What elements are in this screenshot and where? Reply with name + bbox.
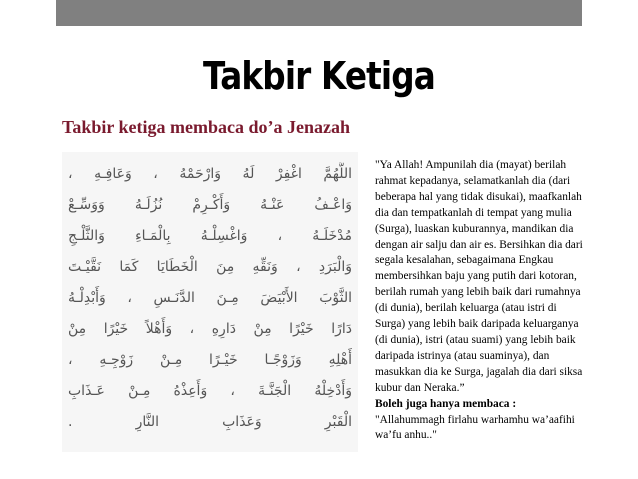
arabic-line: وَاعْـفُ عَنْـهُ وَأَكْـرِمْ نُزُلَـهُ وَوَسِّـعْ (68, 197, 352, 213)
translation-line: beberapa hal yang tidak disukai), maafkanlah (375, 190, 582, 203)
translation-line: (di dunia), berilah keluarga (atau istri di (375, 302, 557, 315)
translation-line: rahmat kepadanya, selamatkanlah dia (dari (375, 174, 571, 187)
arabic-line: دَارًا خَيْرًا مِنْ دَارِهِ ، وَأَهْلاً خَيْرًا مِنْ (68, 321, 352, 337)
arabic-line: أَهْلِهِ وَزَوْجًـا خَيْـرًا مِـنْ زَوْجِـهِ ، (68, 352, 352, 368)
translation-line: Surga) yang lebih baik daripada keluarganya (375, 318, 579, 331)
translation-line: segala kesalahan, sebagaimana Engkau (375, 254, 554, 267)
arabic-line: مُدْخَلَـهُ ، وَاغْسِلْـهُ بِالْمَـاءِ وَالثَّلْـجِ (68, 228, 352, 244)
arabic-line: وَالْبَرَدِ ، وَنَقِّهِ مِنَ الْخَطَايَا كَمَا نَقَّيْـتَ (68, 259, 352, 275)
translation-line: kubur dan Neraka.” (375, 381, 465, 394)
slide-subtitle: Takbir ketiga membaca do’a Jenazah (62, 117, 351, 137)
translation-line: "Ya Allah! Ampunilah dia (mayat) berilah (375, 159, 567, 171)
translation-line: (di dunia), istri (atau suami) yang lebih baik (375, 333, 576, 346)
translation-line: dia dan tempatkanlah di tempat yang mulia (375, 206, 572, 219)
slide-title: Takbir Ketiga (203, 54, 435, 98)
translation-line: (Surga), luaskan kuburannya, mandikan dia (375, 222, 574, 235)
arabic-line: الْقَبْرِ وَعَذَابِ النَّارِ . (68, 414, 352, 430)
translation-line: daripada istrinya (atau suaminya), dan (375, 349, 550, 362)
arabic-prayer-image (62, 152, 358, 452)
translation-line: membersihkan baju yang putih dari kotoran, (375, 270, 577, 283)
translation-line: dengan air salju dan air es. Bersihkan dia dari (375, 238, 583, 251)
arabic-line: وَأَدْخِلْهُ الْجَنَّـةَ ، وَأَعِذْهُ مِـنْ عَـذَابِ (68, 383, 352, 399)
translation-line: berilah rumah yang lebih baik dari rumahnya (375, 286, 581, 299)
arabic-line: الثَّوْبَ الأَبْيَضَ مِـنَ الدَّنَـسِ ، وَأَبْدِلْـهُ (68, 290, 352, 306)
translation-line: masukkan dia ke Surga, jagalah dia dari siksa (375, 365, 583, 378)
translation-text (375, 158, 625, 444)
top-bar (56, 0, 582, 26)
alternative-line: wa’fu anhu.." (375, 429, 437, 442)
arabic-line: اللَّهُمَّ اغْفِرْ لَهُ وَارْحَمْهُ ، وَعَافِـهِ ، (68, 166, 352, 182)
alternative-line: "Allahummagh firlahu warhamhu wa’aafihi (375, 413, 575, 426)
alternative-heading: Boleh juga hanya membaca : (375, 397, 517, 410)
